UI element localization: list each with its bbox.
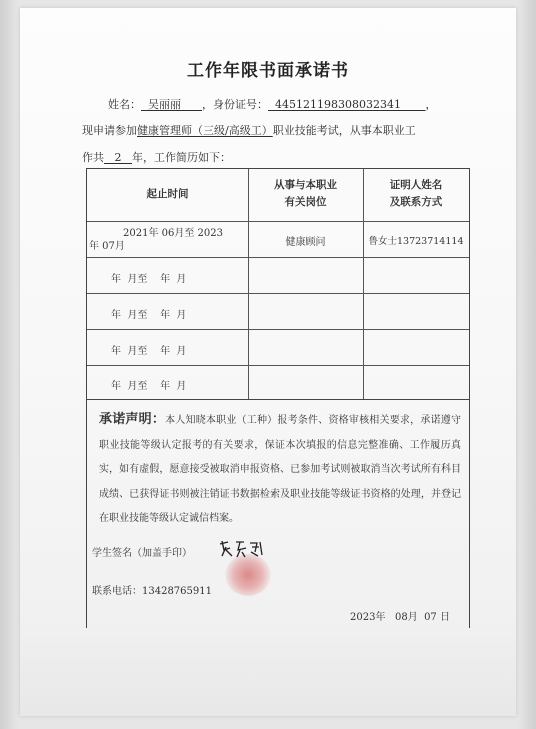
- table-divider: [87, 365, 469, 366]
- header-position: 从事与本职业 有关岗位: [274, 179, 337, 208]
- exam-prefix: 现申请参加: [82, 124, 137, 137]
- table-row-1-position: 健康顾问: [285, 237, 326, 248]
- exam-line: [82, 122, 416, 138]
- name-value: 吴丽丽: [148, 98, 181, 111]
- signing-date: 2023年 08月 07 日: [350, 612, 450, 623]
- work-history-table: [86, 168, 470, 400]
- years-value: 2: [114, 151, 122, 164]
- years-suffix: 年，工作简历如下：: [132, 151, 231, 164]
- table-row-5-period: 年 月至 年 月: [111, 381, 187, 392]
- document-title: 工作年限书面承诺书: [187, 61, 349, 81]
- table-divider: [87, 221, 469, 222]
- declaration-body: 本人知晓本职业（工种）报考条件、资格审核相关要求，承诺遵守职业技能等级认定报考的有关要求，保证本次填报的信息完整准确、工作履历真实，如有虚假，愿意接受被取消申报资格、已参加考试则被取消当次考试所有科目成绩、已获得证书则被注销证书数据检索及职业技能等级证书资格的处理，并登记在职业技能等级认定诚信档案。: [99, 415, 461, 524]
- fingerprint-stamp: [225, 554, 271, 596]
- signature-label: 学生签名（加盖手印）: [92, 548, 192, 559]
- table-divider: [87, 329, 469, 330]
- handwritten-signature: [218, 538, 266, 560]
- id-value: 445121198308032341: [274, 98, 401, 111]
- id-label: ，身份证号：: [201, 98, 268, 111]
- exam-value: 健康管理师（三级/高级工）: [137, 124, 273, 137]
- exam-suffix: 职业技能考试，从事本职业工: [272, 124, 416, 137]
- years-prefix: 作共: [82, 151, 104, 164]
- table-row-2-period: 年 月至 年 月: [111, 274, 187, 285]
- phone-line: [92, 582, 212, 597]
- table-row-4-period: 年 月至 年 月: [111, 346, 187, 357]
- header-period: 起止时间: [146, 188, 189, 200]
- years-line: [82, 149, 231, 165]
- table-row-1-witness: 鲁女士13723714114: [368, 236, 464, 247]
- line1-end: ，: [425, 98, 437, 111]
- name-label: 姓名：: [108, 98, 141, 111]
- table-row-3-period: 年 月至 年 月: [111, 310, 187, 321]
- phone-value: 13428765911: [142, 586, 212, 597]
- document-sheet: [20, 8, 516, 716]
- page-bottom-shade: [20, 628, 516, 716]
- declaration-text: [99, 408, 461, 532]
- name-id-line: [108, 96, 436, 112]
- table-divider: [87, 257, 469, 258]
- header-witness: 证明人姓名 及联系方式: [389, 179, 443, 208]
- table-divider: [87, 293, 469, 294]
- phone-label: 联系电话：: [92, 586, 142, 597]
- table-row-1-period: 2021年 06月至 2023 年 07月: [89, 228, 223, 252]
- declaration-heading: 承诺声明：: [99, 412, 166, 427]
